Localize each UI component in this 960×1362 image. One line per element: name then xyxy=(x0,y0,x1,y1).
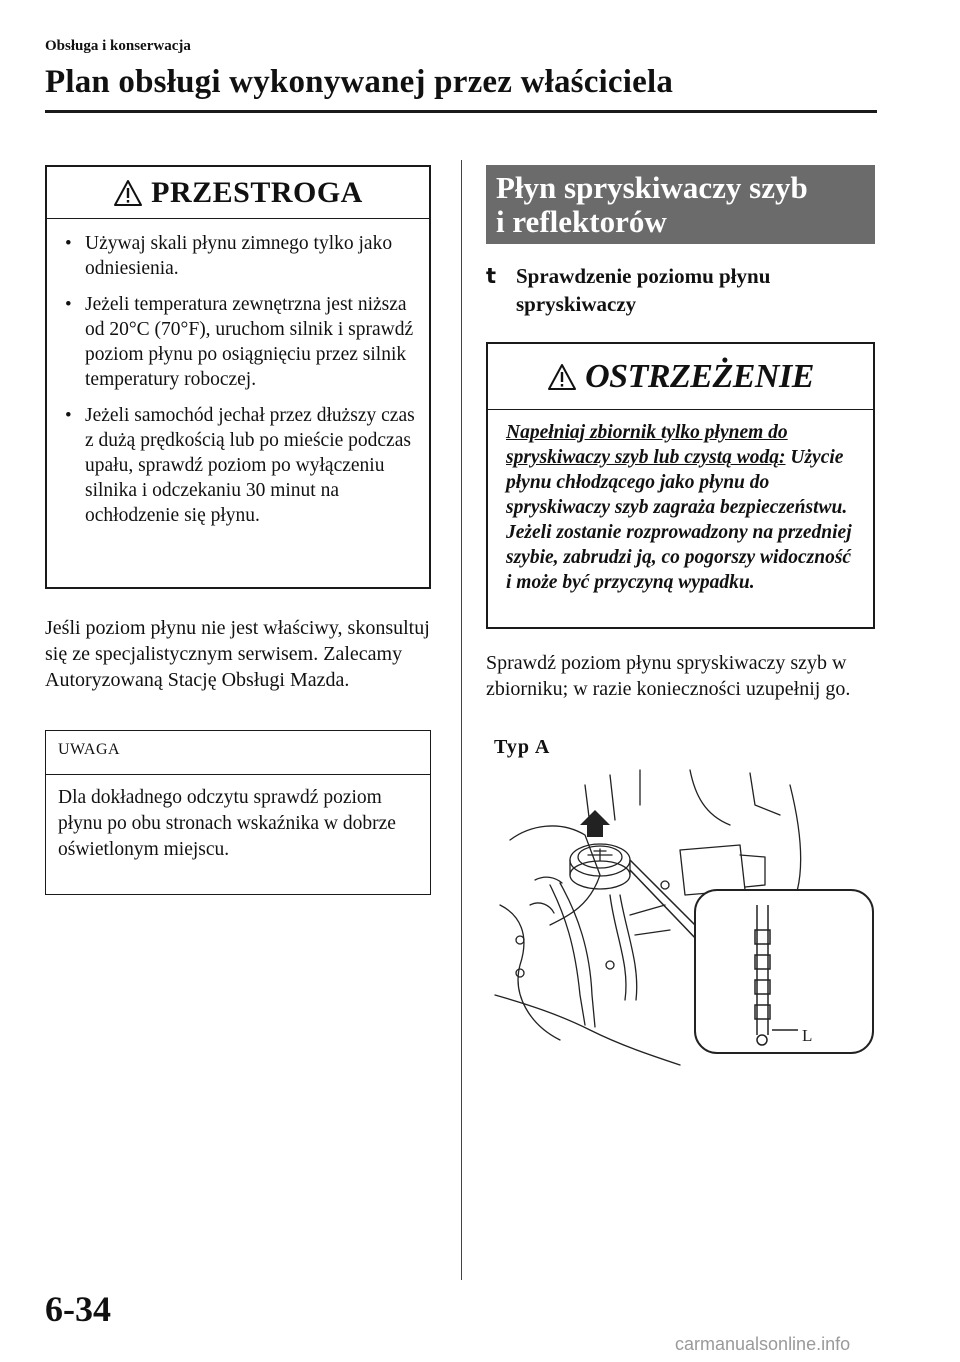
page-number: 6-34 xyxy=(45,1289,111,1329)
note-text: Dla dokładnego odczytu sprawdź poziom płynu po obu stronach wskaźnika w dobrze oświetlonym miejscu. xyxy=(58,787,396,860)
sub-heading xyxy=(486,262,876,318)
figure-type-label: Typ A xyxy=(494,736,551,758)
section-heading xyxy=(486,165,875,244)
section-heading-line: Płyn spryskiwaczy szyb xyxy=(496,170,808,205)
caution-item-text: Używaj skali płynu zimnego tylko jako odniesienia. xyxy=(85,233,393,279)
warning-triangle-icon xyxy=(547,363,577,391)
caution-title: PRZESTROGA xyxy=(151,175,363,209)
coolant-advice-paragraph: Jeśli poziom płynu nie jest właściwy, skonsultuj się ze specjalistycznym serwisem. Zalecamy Autoryzowaną Stację Obsługi Mazda. xyxy=(45,617,430,691)
warning-title: OSTRZEŻENIE xyxy=(585,357,814,395)
caution-item xyxy=(63,231,415,281)
caution-item xyxy=(63,292,415,392)
warning-body xyxy=(488,410,873,595)
bullet: • xyxy=(65,405,72,426)
title-rule xyxy=(45,110,877,113)
page-title: Plan obsługi wykonywanej przez właściciela xyxy=(45,64,674,100)
warning-text: Użycie płynu chłodzącego jako płynu do spryskiwaczy szyb zagraża bezpieczeństwu. Jeżeli zostanie rozprowadzony na przedniej szybie, zabrudzi ją, co pogorszy widoczność i może być przyczyną wypadku. xyxy=(506,447,852,593)
dipstick-label: L xyxy=(802,1026,813,1045)
caution-item-text: Jeżeli temperatura zewnętrzna jest niższa od 20°C (70°F), uruchom silnik i sprawdź poziom płynu po osiągnięciu przez silnik temperatury roboczej. xyxy=(85,294,414,390)
caution-header xyxy=(47,167,429,219)
warning-triangle-icon xyxy=(113,179,143,207)
sub-heading-text: Sprawdzenie poziomu płynu spryskiwaczy xyxy=(516,264,771,316)
sub-heading-marker: t xyxy=(486,264,497,288)
bullet: • xyxy=(65,233,72,254)
caution-box xyxy=(45,165,431,589)
section-heading-line: i reflektorów xyxy=(496,204,667,239)
fill-arrow-icon xyxy=(580,810,610,837)
note-box xyxy=(45,730,431,895)
warning-underlined-text: Napełniaj zbiornik tylko płynem do spryskiwaczy szyb lub czystą wodą: xyxy=(506,422,788,468)
washer-reservoir-illustration xyxy=(490,765,876,1070)
warning-header xyxy=(488,344,873,410)
column-divider xyxy=(461,160,462,1280)
note-title: UWAGA xyxy=(46,731,430,775)
caution-list xyxy=(47,219,429,528)
section-label: Obsługa i konserwacja xyxy=(45,38,191,54)
watermark: carmanualsonline.info xyxy=(675,1334,851,1354)
washer-check-paragraph: Sprawdź poziom płynu spryskiwaczy szyb w zbiorniku; w razie konieczności uzupełnij go. xyxy=(486,652,851,700)
caution-item-text: Jeżeli samochód jechał przez dłuższy czas z dużą prędkością lub po mieście podczas upału, sprawdź poziom po wyłączeniu silnika i odczekaniu 30 minut na ochłodzenie się płynu. xyxy=(85,405,415,526)
warning-box xyxy=(486,342,875,629)
bullet: • xyxy=(65,294,72,315)
caution-item xyxy=(63,403,415,528)
